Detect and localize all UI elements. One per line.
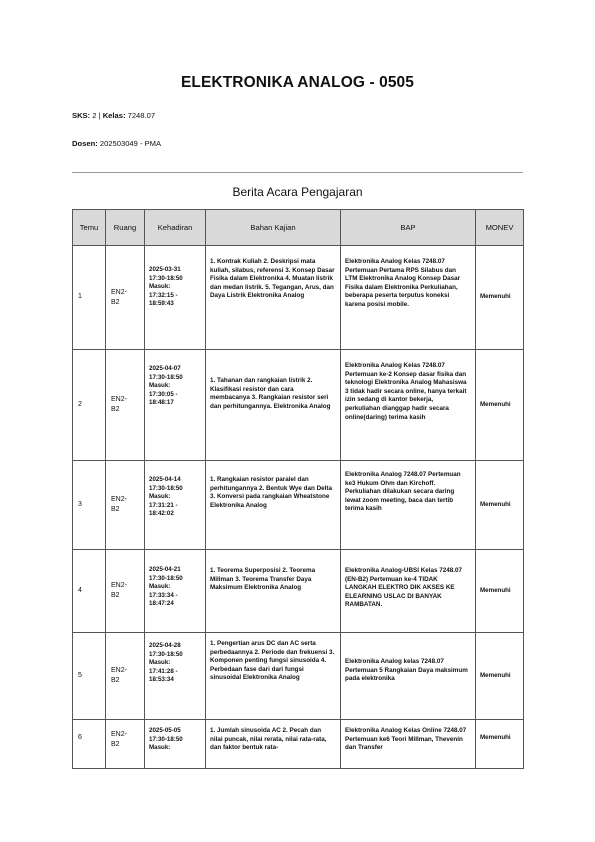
cell-kehadiran: 2025-04-28 17:30-18:50 Masuk: 17:41:28 - 18:53:34 [149,642,183,684]
berita-acara-table [72,209,524,769]
header-ruang: Ruang [106,210,145,246]
cell-monev: Memenuhi [480,671,511,679]
cell-kehadiran: 2025-04-14 17:30-18:50 Masuk: 17:31:21 - 18:42:02 [149,476,183,518]
header-temu: Temu [73,210,106,246]
cell-kehadiran: 2025-03-31 17:30-18:50 Masuk: 17:32:15 - 18:59:43 [149,266,183,308]
kelas-value: 7248.07 [125,111,156,120]
cell-bahan-kajian: 1. Rangkaian resistor paralel dan perhitungannya 2. Bentuk Wye dan Delta 3. Konversi pada rangkaian Wheatstone Elektronika Analog [210,476,332,509]
dosen-line [72,139,161,148]
table-header-row [73,210,524,246]
table-row [73,720,524,769]
divider [72,172,523,173]
cell-ruang: EN2- B2 [111,496,127,513]
cell-monev: Memenuhi [480,500,511,508]
cell-bap: Elektronika Analog Kelas 7248.07 Pertemuan Pertama RPS Silabus dan LTM Elektronika Analog Konsep Dasar Fisika dalam Elektronika Perkuliahan, beberapa peserta terputus koneksi karena posisi mobile. [345,258,461,308]
cell-bap: Elektronika Analog Kelas 7248.07 Pertemuan ke-2 Konsep dasar fisika dan teknologi Elektronika Analog Mahasiswa 3 tidak hadir secara online, hanya terkait izin sedang di kantor bekerja, perkuliahan dianggap hadir secara online(daring) terima kasih [345,362,467,421]
cell-bap: Elektronika Analog Kelas Online 7248.07 Pertemuan ke6 Teori Millman, Thevenin dan Transfer [345,727,467,752]
cell-temu: 2 [78,400,82,408]
document-title: ELEKTRONIKA ANALOG - 0505 [180,74,415,91]
cell-kehadiran: 2025-05-05 17:30-18:50 Masuk: [149,727,183,752]
header-bahan-kajian: Bahan Kajian [206,210,341,246]
cell-bap: Elektronika Analog-UBSI Kelas 7248.07 (EN-B2) Pertemuan ke-4 TIDAK LANGKAH ELEKTRO DIK AKSES KE ELEARNING USLAC DI BANYAK RAMBATAN. [345,567,463,609]
table-row [73,350,524,461]
cell-bahan-kajian: 1. Pengertian arus DC dan AC serta perbedaannya 2. Periode dan frekuensi 3. Komponen penting fungsi sinusoida 4. Perbedaan fase dari dari fungsi sinusoidal Elektronika Analog [210,640,335,682]
table-row [73,633,524,720]
cell-bap: Elektronika Analog kelas 7248.07 Pertemuan 5 Rangkaian Daya maksimum pada elektronika [345,658,468,683]
cell-ruang: EN2- B2 [111,288,127,306]
cell-ruang: EN2- B2 [111,582,127,599]
cell-bap: Elektronika Analog 7248.07 Pertemuan ke3 Hukum Ohm dan Kirchoff. Perkuliahan dilakukan secara daring lewat zoom meeting, baca dan tertib terima kasih [345,471,461,513]
sks-value: 2 | [90,111,103,120]
cell-temu: 5 [78,671,82,679]
cell-monev: Memenuhi [480,400,511,408]
sks-kelas-line [72,111,155,120]
table-row [73,461,524,550]
cell-temu: 3 [78,500,82,508]
header-kehadiran: Kehadiran [145,210,206,246]
header-bap: BAP [341,210,476,246]
cell-kehadiran: 2025-04-07 17:30-18:50 Masuk: 17:30:05 - 18:48:17 [149,365,183,407]
header-monev: MONEV [476,210,524,246]
cell-temu: 6 [78,734,82,741]
cell-ruang: EN2- B2 [111,667,127,684]
cell-bahan-kajian: 1. Tahanan dan rangkaian listrik 2. Klasifikasi resistor dan cara membacanya 3. Rangkaian resistor seri dan perhitungannya. Elektronika Analog [210,377,331,410]
cell-ruang: EN2- B2 [111,396,127,413]
cell-monev: Memenuhi [480,734,511,741]
dosen-value: 202503049 - PMA [97,139,162,148]
cell-ruang: EN2- B2 [111,731,127,748]
cell-bahan-kajian: 1. Jumlah sinusoida AC 2. Pecah dan nilai puncak, nilai rerata, nilai rata-rata, dan faktor bentuk rata- [210,727,327,752]
cell-monev: Memenuhi [480,293,511,301]
cell-bahan-kajian: 1. Teorema Superposisi 2. Teorema Millman 3. Teorema Transfer Daya Maksimum Elektronika Analog [210,567,316,592]
dosen-label: Dosen: [72,139,98,148]
kelas-label: Kelas: [102,111,126,120]
table-row [73,246,524,350]
cell-monev: Memenuhi [480,586,511,594]
table-row [73,550,524,633]
cell-bahan-kajian: 1. Kontrak Kuliah 2. Deskripsi mata kuliah, silabus, referensi 3. Konsep Dasar Fisika dalam Elektronika 4. Muatan listrik dan medan listrik. 5. Tegangan, Arus, dan Daya Listrik Elektronika Analog [210,258,335,300]
section-title: Berita Acara Pengajaran [232,185,363,199]
cell-temu: 4 [78,586,82,594]
cell-kehadiran: 2025-04-21 17:30-18:50 Masuk: 17:33:34 - 18:47:24 [149,566,183,608]
cell-temu: 1 [78,293,82,301]
sks-label: SKS: [72,111,91,120]
